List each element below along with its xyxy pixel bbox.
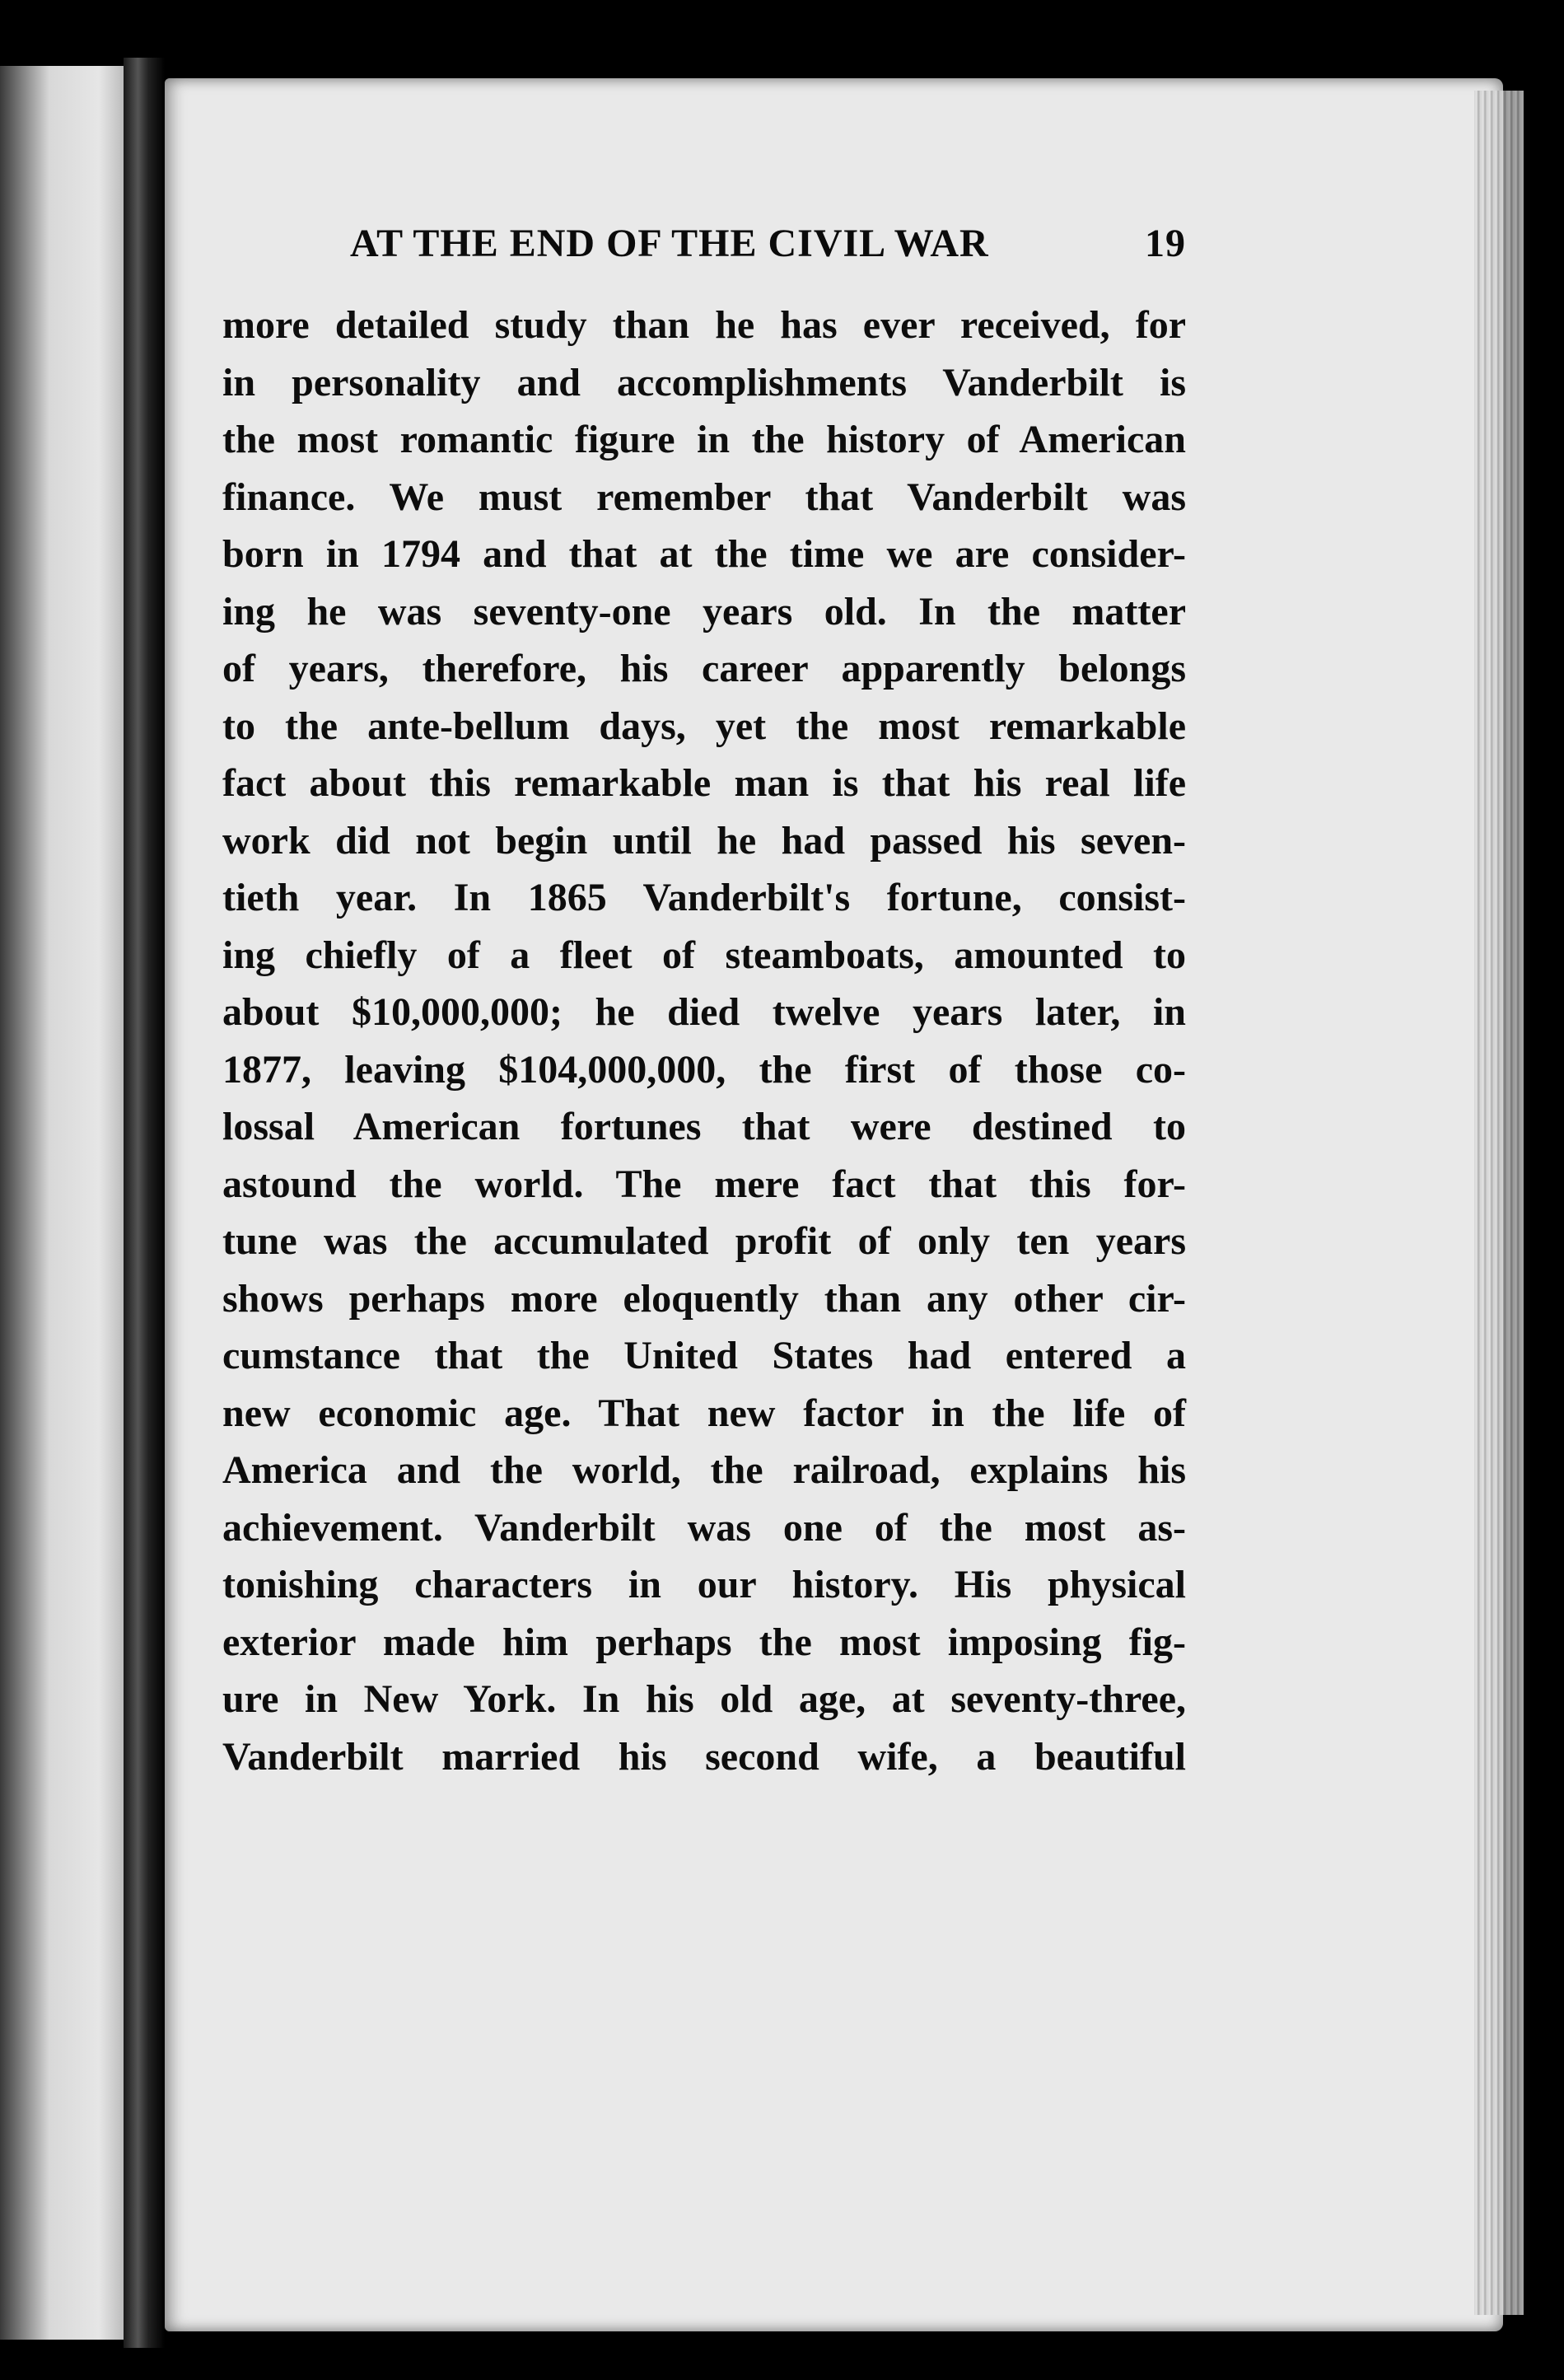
text-line: ure in New York. In his old age, at seventy-three,	[222, 1677, 1186, 1721]
text-line: cumstance that the United States had entered a	[222, 1334, 1186, 1377]
text-line: lossal American fortunes that were destined to	[222, 1105, 1186, 1148]
text-line: tieth year. In 1865 Vanderbilt's fortune, consist-	[222, 876, 1186, 919]
text-line: the most romantic figure in the history of American	[222, 418, 1186, 461]
text-line: born in 1794 and that at the time we are consider-	[222, 532, 1186, 576]
page-number: 19	[1145, 222, 1186, 265]
text-line: in personality and accomplishments Vanderbilt is	[222, 360, 1186, 404]
text-line: ing he was seventy-one years old. In the matter	[222, 589, 1186, 634]
text-line: of years, therefore, his career apparently belongs	[222, 647, 1186, 690]
text-line: finance. We must remember that Vanderbilt was	[222, 475, 1186, 519]
page-stack-edge	[1474, 91, 1524, 2315]
body-text	[222, 297, 1186, 1785]
text-line: astound the world. The mere fact that this for-	[222, 1162, 1186, 1206]
text-line: exterior made him perhaps the most imposing fig-	[222, 1620, 1186, 1664]
text-line: shows perhaps more eloquently than any other cir-	[222, 1276, 1186, 1321]
running-head-title: AT THE END OF THE CIVIL WAR	[350, 222, 989, 265]
running-head	[350, 221, 1186, 287]
text-line: ing chiefly of a fleet of steamboats, amounted to	[222, 933, 1186, 977]
text-line: about $10,000,000; he died twelve years later, in	[222, 990, 1186, 1034]
text-line: America and the world, the railroad, explains his	[222, 1448, 1186, 1492]
text-line: new economic age. That new factor in the life of	[222, 1391, 1186, 1435]
text-line: Vanderbilt married his second wife, a beautiful	[222, 1734, 1186, 1779]
text-line: fact about this remarkable man is that his real life	[222, 761, 1186, 805]
text-line: tune was the accumulated profit of only ten years	[222, 1219, 1186, 1263]
text-line: to the ante-bellum days, yet the most remarkable	[222, 704, 1186, 748]
text-line: 1877, leaving $104,000,000, the first of those co-	[222, 1047, 1186, 1092]
text-line: tonishing characters in our history. His physical	[222, 1563, 1186, 1606]
text-line: more detailed study than he has ever received, for	[222, 303, 1186, 347]
text-line: achievement. Vanderbilt was one of the most as-	[222, 1505, 1186, 1550]
book-gutter	[124, 58, 165, 2348]
text-line: work did not begin until he had passed his seven-	[222, 818, 1186, 863]
previous-page-edge	[0, 66, 124, 2340]
